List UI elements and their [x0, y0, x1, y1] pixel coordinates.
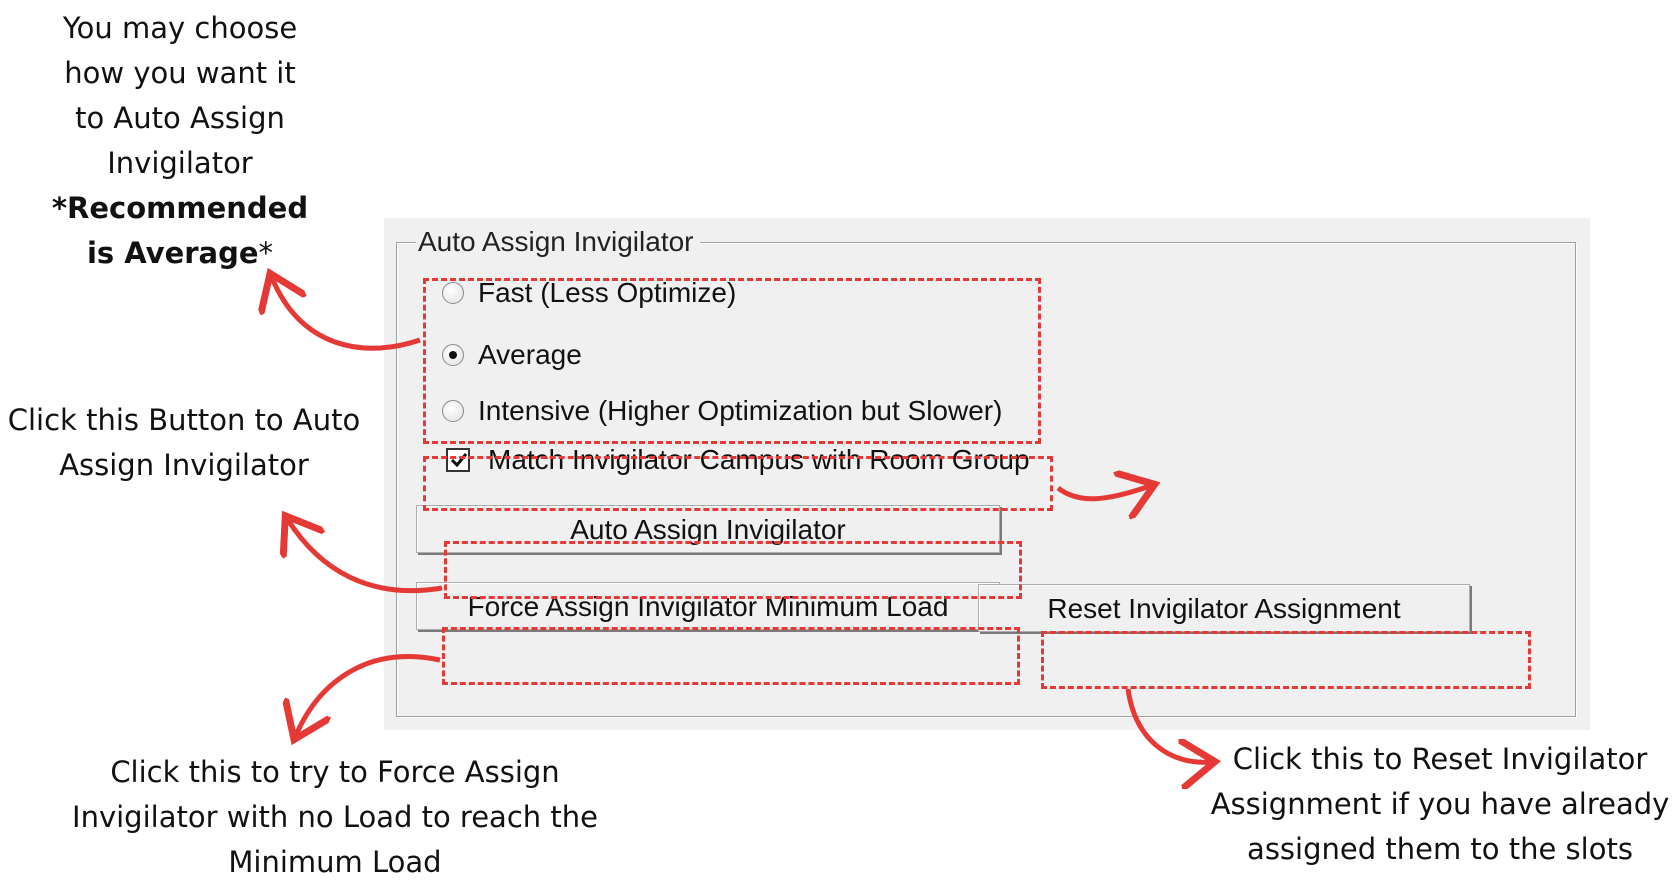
- arrow-to-auto-assign-note: [288, 520, 442, 591]
- radio-intensive-label: Intensive (Higher Optimization but Slower): [478, 395, 1003, 426]
- groupbox-title: Auto Assign Invigilator: [416, 225, 700, 259]
- radio-average-label: Average: [478, 339, 582, 370]
- note-line: Click this to Reset Invigilator: [1232, 742, 1648, 776]
- reset-assignment-button[interactable]: Reset Invigilator Assignment: [978, 584, 1470, 632]
- note-line: Assignment if you have already: [1210, 787, 1670, 821]
- note-bold: *Recommended: [51, 191, 309, 225]
- note-line: Minimum Load: [228, 845, 442, 879]
- radio-fast-label: Fast (Less Optimize): [478, 277, 737, 308]
- note-line: how you want it: [64, 56, 296, 90]
- note-line: to Auto Assign: [75, 101, 285, 135]
- note-line: assigned them to the slots: [1247, 832, 1633, 866]
- note-line: Invigilator: [107, 146, 253, 180]
- note-star: *: [258, 236, 274, 270]
- note-line: You may choose: [62, 11, 298, 45]
- force-assign-button[interactable]: Force Assign Invigilator Minimum Load: [416, 582, 1000, 630]
- arrow-to-reset-note: [1128, 689, 1210, 762]
- note-line: Click this Button to Auto: [7, 403, 361, 437]
- note-line: Assign Invigilator: [59, 448, 309, 482]
- match-campus-label: Match Invigilator Campus with Room Group: [488, 444, 1030, 475]
- note-line: Click this to try to Force Assign: [110, 755, 560, 789]
- auto-assign-button[interactable]: Auto Assign Invigilator: [416, 505, 1000, 553]
- note-line: Invigilator with no Load to reach the: [72, 800, 598, 834]
- arrow-to-choose-note: [272, 278, 420, 348]
- arrow-to-match-campus-note: [1058, 486, 1150, 499]
- note-bold: is Average: [86, 236, 259, 270]
- arrow-to-force-assign-note: [296, 657, 440, 735]
